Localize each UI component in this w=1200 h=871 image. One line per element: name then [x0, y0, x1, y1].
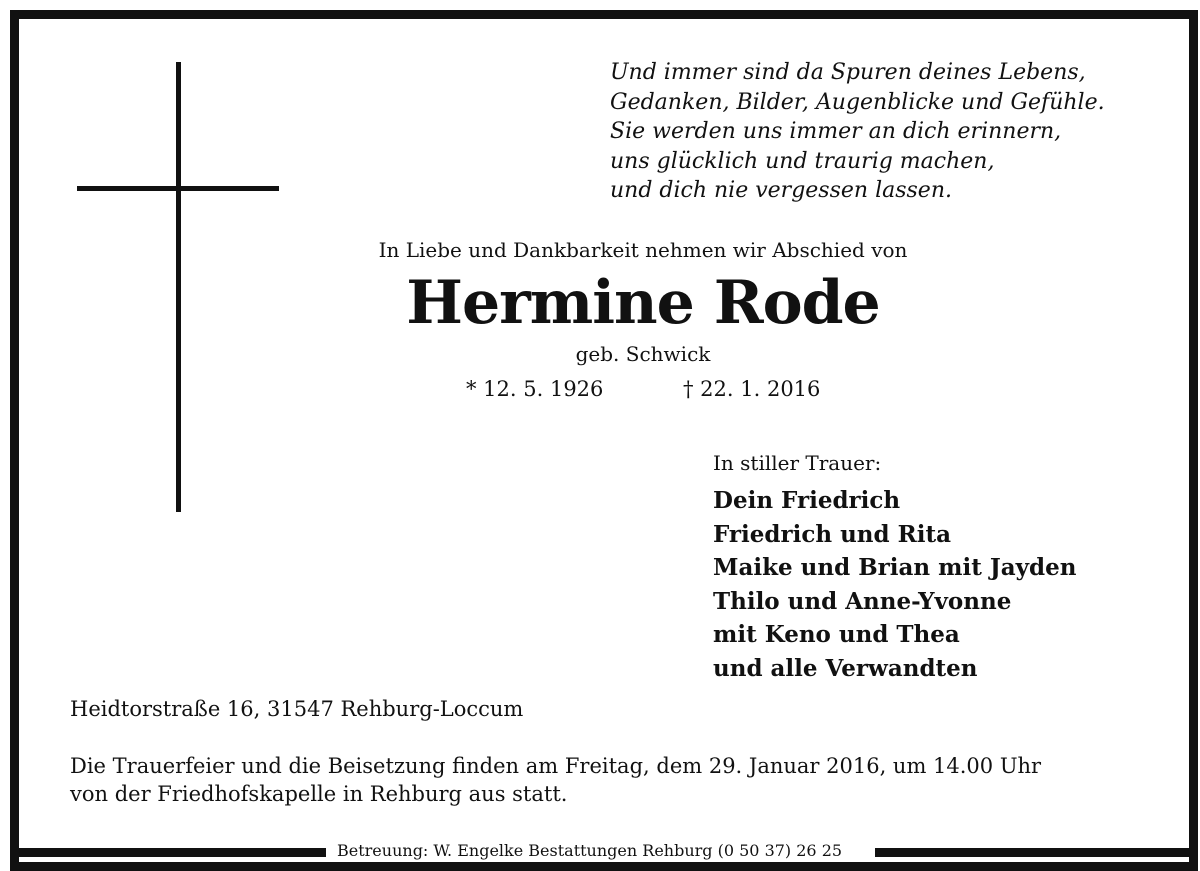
deceased-name: Hermine Rode: [406, 268, 880, 338]
memorial-poem: [610, 58, 1105, 206]
birth-name: geb. Schwick: [575, 342, 711, 366]
service-line: Die Trauerfeier und die Beisetzung finden am Freitag, dem 29. Januar 2016, um 14.00 Uhr: [70, 754, 1042, 778]
poem-line: und dich nie vergessen lassen.: [610, 178, 952, 203]
mourner-entry: Friedrich und Rita: [713, 520, 951, 548]
poem-line: Sie werden uns immer an dich erinnern,: [610, 119, 1062, 144]
service-line: von der Friedhofskapelle in Rehburg aus statt.: [70, 782, 568, 806]
cross-horizontal-beam: [77, 186, 279, 191]
footer-bar-right: [875, 848, 1189, 857]
mourner-entry: Dein Friedrich: [713, 487, 901, 514]
poem-line: uns glücklich und traurig machen,: [610, 148, 995, 174]
poem-line: Und immer sind da Spuren deines Lebens,: [610, 60, 1086, 85]
family-address: Heidtorstraße 16, 31547 Rehburg-Loccum: [70, 697, 524, 721]
mourner-entry: mit Keno und Thea: [713, 621, 960, 649]
mourners-list: [713, 484, 1076, 686]
death-date: † 22. 1. 2016: [683, 377, 821, 401]
footer: [0, 840, 1200, 864]
mourner-entry: Thilo und Anne-Yvonne: [713, 587, 1012, 615]
service-details: [70, 752, 1041, 808]
mourning-label: In stiller Trauer:: [713, 451, 882, 475]
poem-line: Gedanken, Bilder, Augenblicke und Gefühle.: [610, 89, 1105, 115]
mourner-entry: und alle Verwandten: [713, 654, 978, 682]
footer-bar-left: [10, 848, 326, 857]
funeral-home-credit: Betreuung: W. Engelke Bestattungen Rehburg (0 50 37) 26 25: [333, 841, 846, 860]
mourner-entry: Maike und Brian mit Jayden: [713, 554, 1077, 582]
birth-date: * 12. 5. 1926: [466, 377, 604, 401]
farewell-intro: In Liebe und Dankbarkeit nehmen wir Abschied von: [378, 238, 908, 262]
